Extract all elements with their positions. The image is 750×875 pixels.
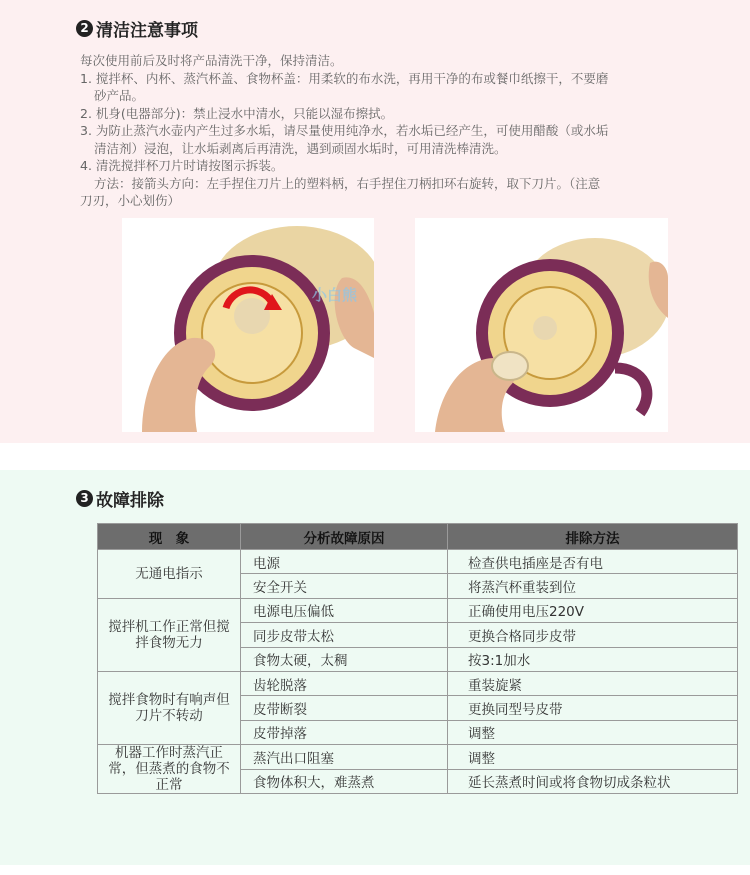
instruction-line: 砂产品。 — [94, 88, 145, 103]
cause-cell: 皮带掉落 — [241, 720, 448, 744]
header-phenomenon: 现 象 — [98, 524, 241, 550]
fix-cell: 延长蒸煮时间或将食物切成条粒状 — [448, 769, 738, 794]
fix-cell: 调整 — [448, 745, 738, 770]
blade-removal-photo-1 — [122, 218, 374, 432]
table-row — [98, 671, 738, 695]
cause-cell: 电源电压偏低 — [241, 598, 448, 622]
instruction-line: 方法：接箭头方向：左手捏住刀片上的塑料柄，右手捏住刀柄扣环右旋转，取下刀片。（注意 — [94, 175, 601, 191]
troubleshooting-table — [97, 523, 738, 794]
instruction-line: 每次使用前后及时将产品清洗干净，保持清洁。 — [80, 53, 343, 68]
cause-cell: 皮带断裂 — [241, 696, 448, 720]
cleaning-instructions — [80, 52, 720, 210]
instruction-line: 刀刃，小心划伤） — [80, 193, 181, 208]
cleaning-title: 清洁注意事项 — [96, 21, 198, 41]
troubleshooting-title: 故障排除 — [96, 491, 164, 511]
phenomenon-cell: 机器工作时蒸汽正常，但蒸煮的食物不正常 — [98, 745, 241, 794]
fix-cell: 按3:1加水 — [448, 647, 738, 671]
table-row — [98, 598, 738, 622]
phenomenon-cell: 无通电指示 — [98, 550, 241, 599]
cause-cell: 同步皮带太松 — [241, 623, 448, 647]
cause-cell: 安全开关 — [241, 574, 448, 598]
instruction-line: 1. 搅拌杯、内杯、蒸汽杯盖、食物杯盖：用柔软的布水洗，再用干净的布或餐巾纸擦干，不要磨 — [80, 70, 609, 86]
fix-cell: 重装旋紧 — [448, 671, 738, 695]
fix-cell: 调整 — [448, 720, 738, 744]
fix-cell: 正确使用电压220V — [448, 598, 738, 622]
fix-cell: 将蒸汽杯重装到位 — [448, 574, 738, 598]
instruction-line: 清洁剂）浸泡，让水垢剥离后再清洗，遇到顽固水垢时，可用清洗棒清洗。 — [94, 140, 507, 156]
section-number-badge: 2 — [76, 20, 93, 37]
section-number-badge: 3 — [76, 490, 93, 507]
blade-removal-photo-2 — [415, 218, 668, 432]
fix-cell: 更换同型号皮带 — [448, 696, 738, 720]
blade-removal-illustration-2 — [415, 218, 668, 432]
cause-cell: 蒸汽出口阻塞 — [241, 745, 448, 770]
instruction-line: 3. 为防止蒸汽水壶内产生过多水垢，请尽量使用纯净水，若水垢已经产生，可使用醋酸（或水垢 — [80, 123, 609, 138]
brand-watermark: 小白熊 — [312, 286, 358, 304]
cause-cell: 齿轮脱落 — [241, 671, 448, 695]
instruction-line: 4. 清洗搅拌杯刀片时请按图示拆装。 — [80, 158, 284, 173]
phenomenon-cell: 搅拌食物时有响声但刀片不转动 — [98, 671, 241, 744]
fix-cell: 更换合格同步皮带 — [448, 623, 738, 647]
fix-cell: 检查供电插座是否有电 — [448, 550, 738, 574]
blade-removal-illustration-1 — [122, 218, 374, 432]
cause-cell: 食物体积大，难蒸煮 — [241, 769, 448, 794]
table-row — [98, 745, 738, 770]
cause-cell: 食物太硬，太稠 — [241, 647, 448, 671]
cleaning-heading — [76, 16, 198, 41]
header-fix: 排除方法 — [448, 524, 738, 550]
instruction-line: 2. 机身(电器部分)：禁止浸水中清水，只能以湿布擦拭。 — [80, 105, 394, 121]
troubleshooting-heading — [76, 486, 164, 511]
table-row — [98, 550, 738, 574]
header-cause: 分析故障原因 — [241, 524, 448, 550]
phenomenon-cell: 搅拌机工作正常但搅拌食物无力 — [98, 598, 241, 671]
cause-cell: 电源 — [241, 550, 448, 574]
table-header-row — [98, 524, 738, 550]
